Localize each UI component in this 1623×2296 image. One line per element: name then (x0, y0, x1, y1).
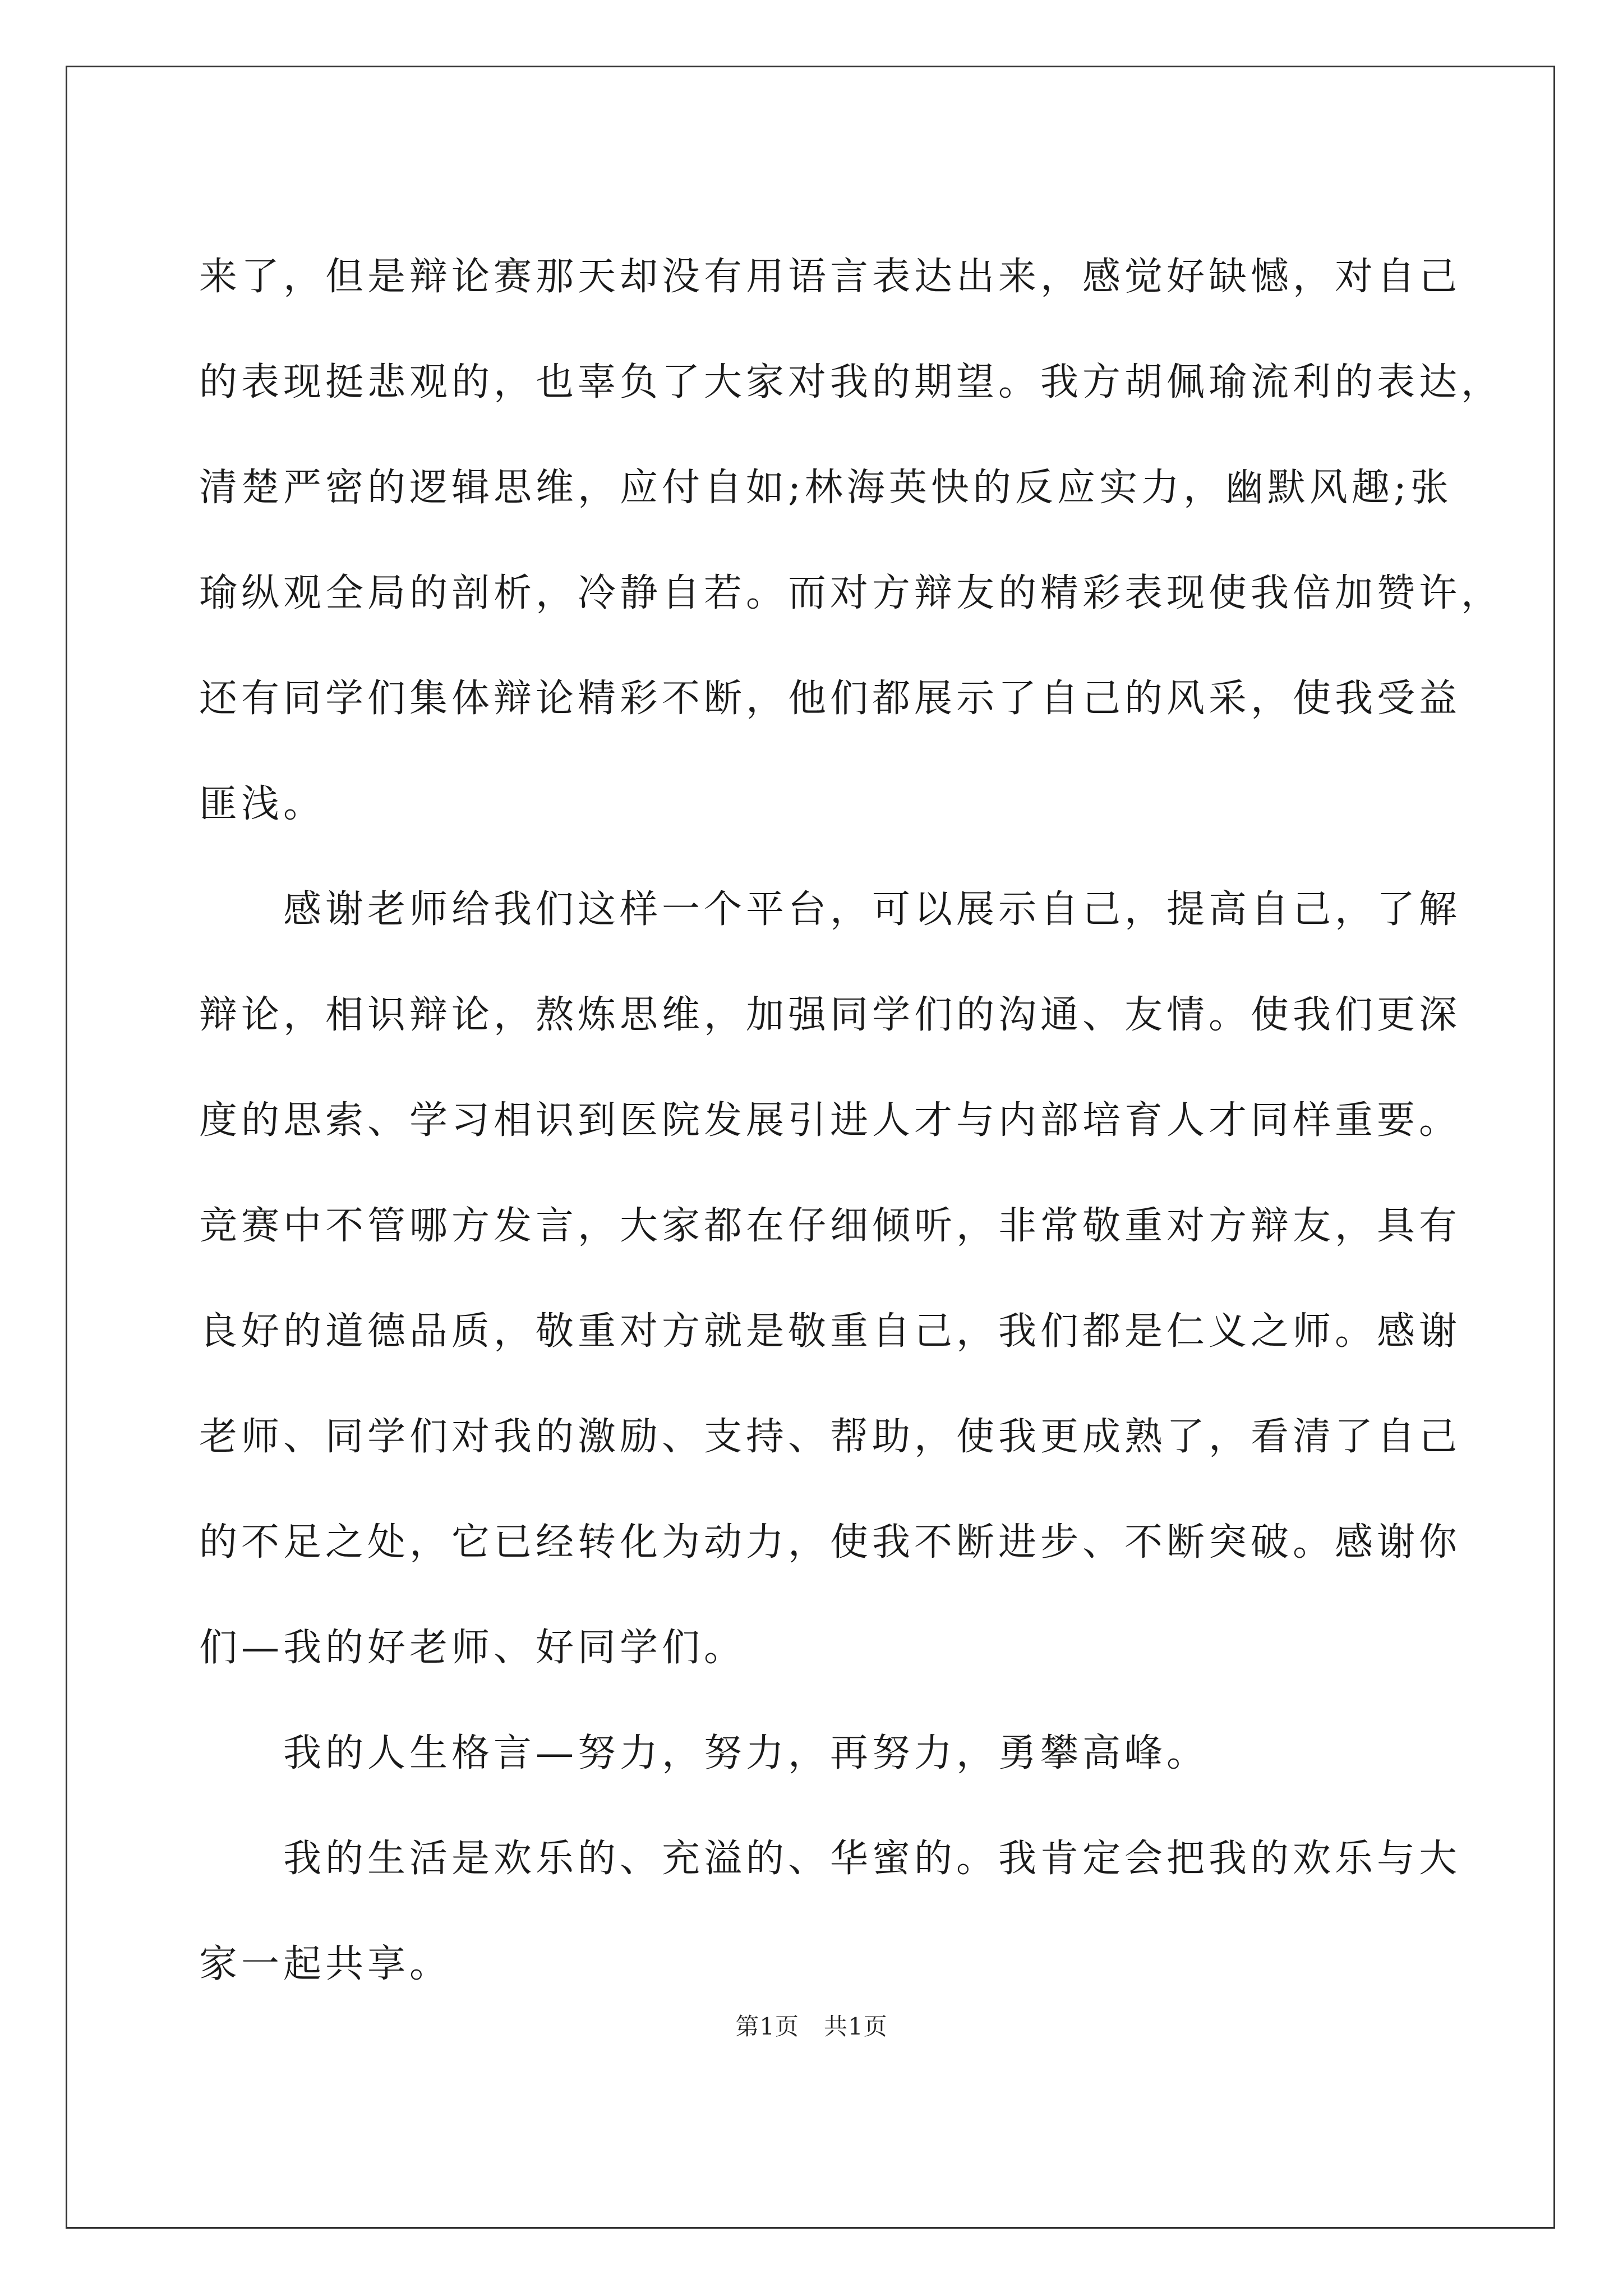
text-line: 清楚严密的逻辑思维，应付自如;林海英快的反应实力，幽默风趣;张 (199, 466, 1453, 510)
paragraph-3 (199, 1701, 1430, 1806)
text-line: 家一起共享。 (199, 1942, 452, 1986)
text-line: 良好的道德品质，敬重对方就是敬重自己，我们都是仁义之师。感谢 (199, 1309, 1461, 1354)
page-number-current: 第1页 (735, 2013, 799, 2040)
text-line: 辩论，相识辩论，熬炼思维，加强同学们的沟通、友情。使我们更深 (199, 993, 1461, 1037)
text-line: 度的思索、学习相识到医院发展引进人才与内部培育人才同样重要。 (199, 1098, 1461, 1143)
document-body (199, 224, 1504, 2017)
text-line: 还有同学们集体辩论精彩不断，他们都展示了自己的风采，使我受益 (199, 677, 1461, 721)
text-line: 来了，但是辩论赛那天却没有用语言表达出来，感觉好缺憾，对自己 (199, 255, 1461, 299)
text-line: 们—我的好老师、好同学们。 (199, 1626, 746, 1670)
text-line: 的表现挺悲观的，也辜负了大家对我的期望。我方胡佩瑜流利的表达， (199, 360, 1504, 404)
text-line: 我的生活是欢乐的、充溢的、华蜜的。我肯定会把我的欢乐与大 (283, 1837, 1461, 1881)
text-line: 老师、同学们对我的激励、支持、帮助，使我更成熟了，看清了自己 (199, 1415, 1461, 1459)
paragraph-2 (199, 857, 1461, 1701)
paragraph-1 (199, 224, 1504, 857)
text-line: 竞赛中不管哪方发言，大家都在仔细倾听，非常敬重对方辩友，具有 (199, 1204, 1461, 1248)
text-line: 感谢老师给我们这样一个平台，可以展示自己，提高自己，了解 (283, 887, 1461, 932)
paragraph-4 (199, 1806, 1461, 2017)
text-line: 瑜纵观全局的剖析，冷静自若。而对方辩友的精彩表现使我倍加赞许， (199, 571, 1504, 615)
page-number-total: 共1页 (824, 2013, 888, 2040)
text-line: 的不足之处，它已经转化为动力，使我不断进步、不断突破。感谢你 (199, 1520, 1461, 1565)
text-line: 我的人生格言—努力，努力，再努力，勇攀高峰。 (283, 1731, 1209, 1775)
page-footer (0, 2008, 1623, 2042)
text-line: 匪浅。 (199, 782, 326, 826)
